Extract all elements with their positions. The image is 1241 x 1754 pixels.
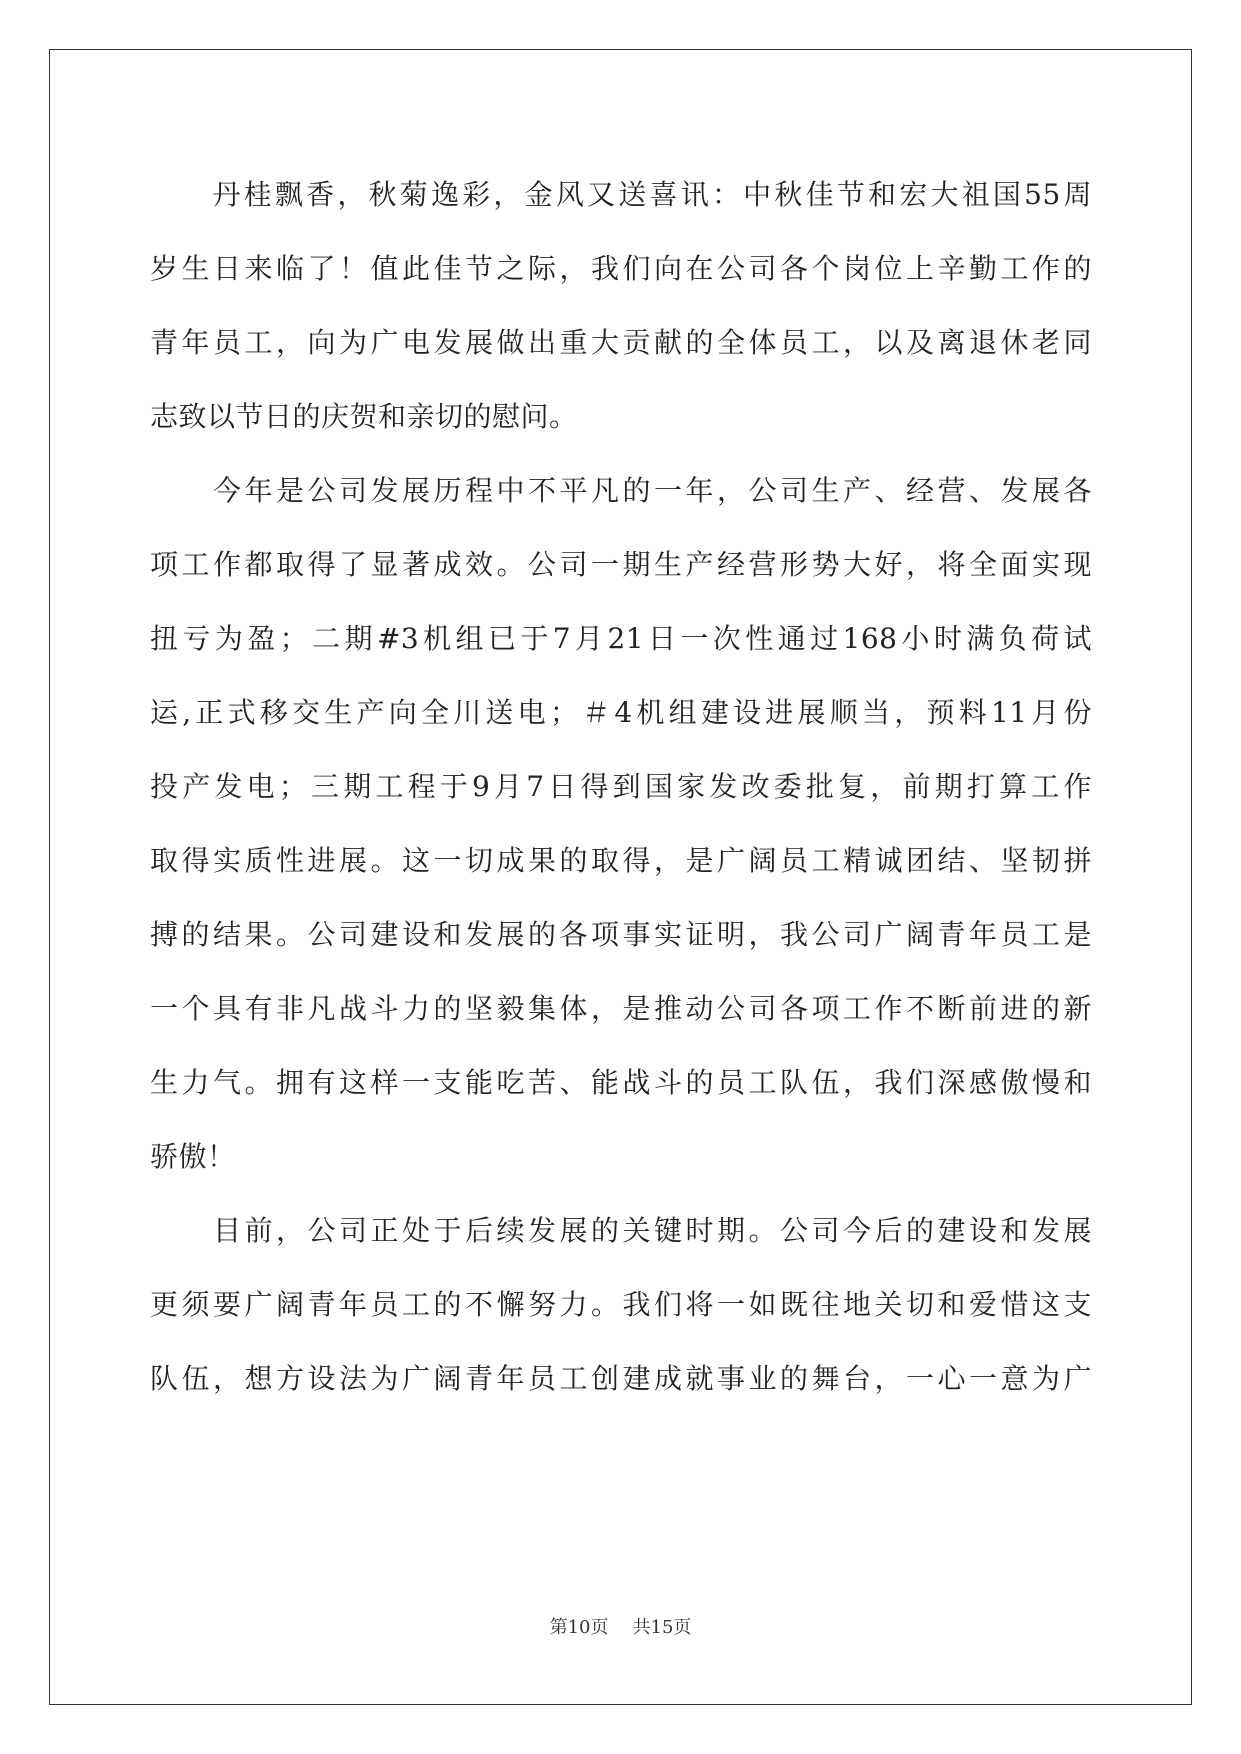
text-line: 项工作都取得了显著成效。公司一期生产经营形势大好，将全面实现 [150, 548, 1092, 581]
page-number: 第10页 [549, 1617, 609, 1638]
text-line: 队伍，想方设法为广阔青年员工创建成就事业的舞台，一心一意为广 [150, 1362, 1092, 1395]
text-line: 搏的结果。公司建设和发展的各项事实证明，我公司广阔青年员工是 [150, 918, 1092, 951]
text-line: 一个具有非凡战斗力的坚毅集体，是推动公司各项工作不断前进的新 [150, 992, 1092, 1025]
text-line: 更须要广阔青年员工的不懈努力。我们将一如既往地关切和爱惜这支 [150, 1288, 1092, 1321]
text-line: 扭亏为盈；二期#3机组已于7月21日一次性通过168小时满负荷试 [150, 622, 1092, 655]
text-line: 投产发电；三期工程于9月7日得到国家发改委批复，前期打算工作 [150, 770, 1092, 803]
text-line: 岁生日来临了！值此佳节之际，我们向在公司各个岗位上辛勤工作的 [150, 252, 1092, 285]
text-line: 丹桂飘香，秋菊逸彩，金风又送喜讯：中秋佳节和宏大祖国55周 [150, 178, 1092, 211]
text-line: 今年是公司发展历程中不平凡的一年，公司生产、经营、发展各 [150, 474, 1092, 507]
text-line: 志致以节日的庆贺和亲切的慰问。 [150, 400, 578, 433]
page-footer [0, 1613, 1241, 1639]
text-line: 生力气。拥有这样一支能吃苦、能战斗的员工队伍，我们深感傲慢和 [150, 1066, 1092, 1099]
text-line: 骄傲！ [150, 1140, 236, 1173]
page-total: 共15页 [632, 1617, 692, 1638]
text-line: 运,正式移交生产向全川送电；＃4机组建设进展顺当，预料11月份 [150, 696, 1092, 729]
text-line: 青年员工，向为广电发展做出重大贡献的全体员工，以及离退休老同 [150, 326, 1092, 359]
document-body [150, 158, 1092, 1416]
text-line: 目前，公司正处于后续发展的关键时期。公司今后的建设和发展 [150, 1214, 1092, 1247]
text-line: 取得实质性进展。这一切成果的取得，是广阔员工精诚团结、坚韧拼 [150, 844, 1092, 877]
